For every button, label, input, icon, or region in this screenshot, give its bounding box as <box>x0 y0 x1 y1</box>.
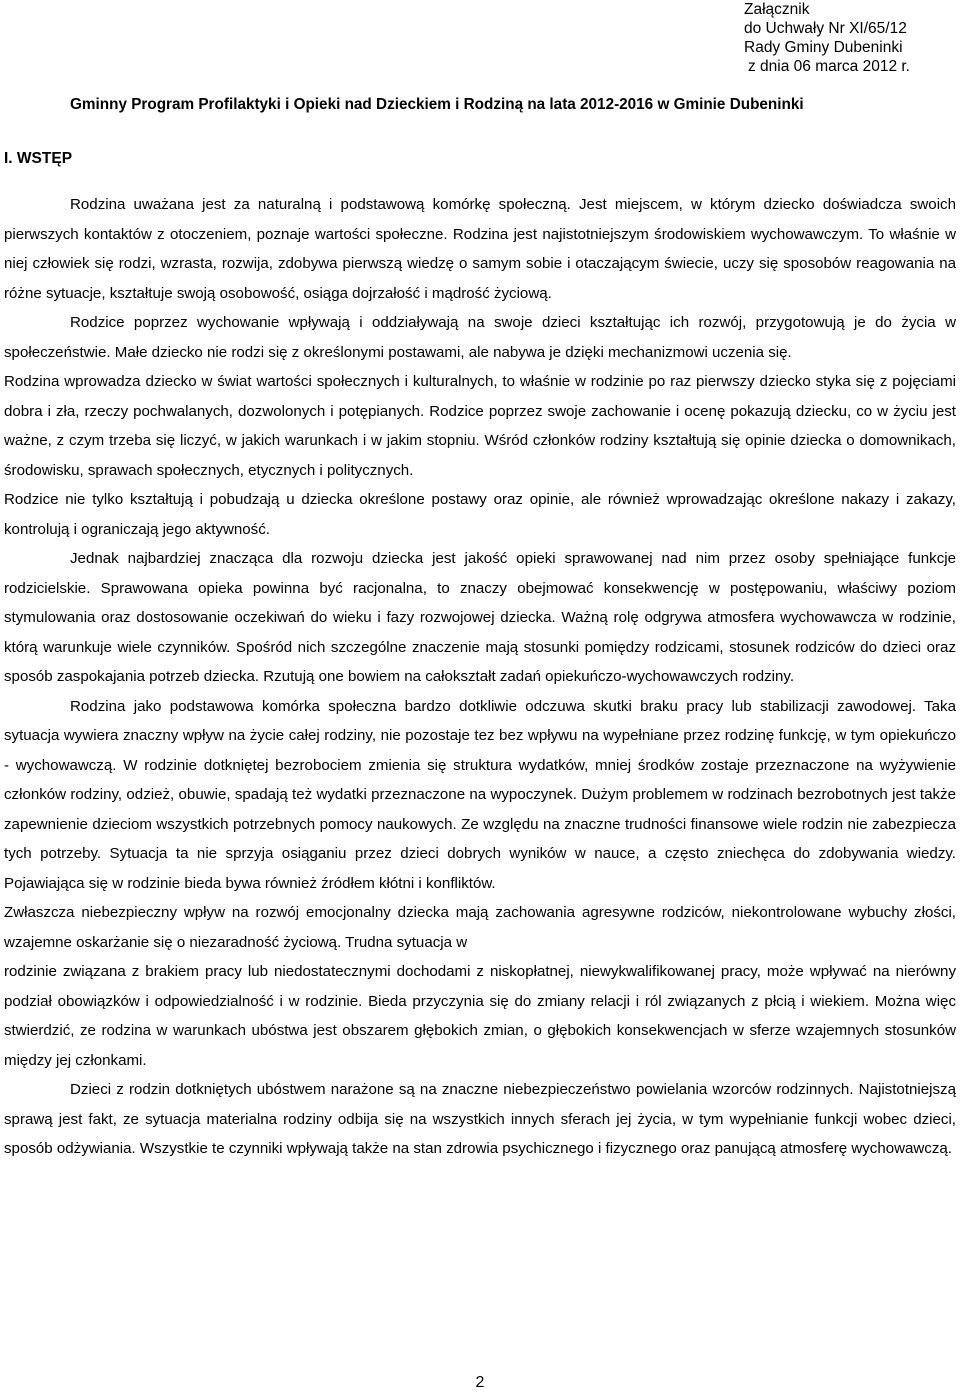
header-resolution-number: do Uchwały Nr XI/65/12 <box>744 20 907 37</box>
section-heading: I. WSTĘP <box>4 150 73 167</box>
paragraph-6: Rodzina jako podstawowa komórka społeczna bardzo dotkliwie odczuwa skutki braku pracy lub stabilizacji zawodowej. Taka sytuacja wywiera znaczny wpływ na życie całej rodziny, nie pozostaje tez bez wpływu na wypełniane przez rodzinę funkcję, w tym opiekuńczo - wychowawczą. W rodzinie dotkniętej bezrobociem zmienia się struktura wydatków, mniej środków zostaje przeznaczone na wyżywienie członków rodziny, odzież, obuwie, spadają też wydatki przeznaczone na wypoczynek. Dużym problemem w rodzinach bezrobotnych jest także zapewnienie dzieciom wszystkich potrzebnych pomocy naukowych. Ze względu na znaczne trudności finansowe wiele rodzin nie zabezpiecza tych potrzeby. Sytuacja ta nie sprzyja osiąganiu przez dzieci dobrych wyników w nauce, a często zniechęca do zdobywania wiedzy. Pojawiająca się w rodzinie bieda bywa również źródłem kłótni i konfliktów. <box>4 697 956 892</box>
header-attachment-label: Załącznik <box>744 1 810 18</box>
paragraph-7: Zwłaszcza niebezpieczny wpływ na rozwój emocjonalny dziecka mają zachowania agresywne rodziców, niekontrolowane wybuchy złości, wzajemne oskarżanie się o niezaradność życiową. Trudna sytuacja w <box>4 904 956 951</box>
paragraph-2: Rodzice poprzez wychowanie wpływają i oddziaływają na swoje dzieci kształtując ich rozwój, przygotowują je do życia w społeczeństwie. Małe dziecko nie rodzi się z określonymi postawami, ale nabywa je dzięki mechanizmowi uczenia się. <box>4 314 956 361</box>
paragraph-5: Jednak najbardziej znacząca dla rozwoju dziecka jest jakość opieki sprawowanej nad nim przez osoby spełniające funkcje rodzicielskie. Sprawowana opieka powinna być racjonalna, to znaczy obejmować konsekwencję w postępowaniu, właściwy poziom stymulowania oraz dostosowanie oczekiwań do wieku i fazy rozwojowej dziecka. Ważną rolę odgrywa atmosfera wychowawcza w rodzinie, którą warunkuje wiele czynników. Spośród nich szczególne znaczenie mają stosunki pomiędzy rodzicami, stosunek rodziców do dzieci oraz sposób zaspokajania potrzeb dziecka. Rzutują one bowiem na całokształt zadań opiekuńczo-wychowawczych rodziny. <box>4 550 956 685</box>
paragraph-4: Rodzice nie tylko kształtują i pobudzają u dziecka określone postawy oraz opinie, ale również wprowadzając określone nakazy i zakazy, kontrolują i ograniczają jego aktywność. <box>4 491 956 538</box>
paragraph-1: Rodzina uważana jest za naturalną i podstawową komórkę społeczną. Jest miejscem, w którym dziecko doświadcza swoich pierwszych kontaktów z otoczeniem, poznaje wartości społeczne. Rodzina jest najistotniejszym środowiskiem wychowawczym. To właśnie w niej człowiek się rodzi, wzrasta, rozwija, zdobywa pierwszą wiedzę o samym sobie i otaczającym świecie, uczy się sposobów reagowania na różne sytuacje, kształtuje swoją osobowość, osiąga dojrzałość i mądrość życiową. <box>4 196 956 302</box>
paragraph-8: rodzinie związana z brakiem pracy lub niedostatecznymi dochodami z niskopłatnej, niewykwalifikowanej pracy, może wpływać na nierówny podział obowiązków i odpowiedzialność i w rodzinie. Bieda przyczynia się do zmiany relacji i ról związanych z płcią i wiekiem. Można więc stwierdzić, ze rodzina w warunkach ubóstwa jest obszarem głębokich zmian, o głębokich konsekwencjach w sferze wzajemnych stosunków między jej członkami. <box>4 963 956 1069</box>
document-title: Gminny Program Profilaktyki i Opieki nad Dzieckiem i Rodziną na lata 2012-2016 w Gminie Dubeninki <box>70 96 804 113</box>
page-number: 2 <box>475 1374 485 1391</box>
header-date: z dnia 06 marca 2012 r. <box>748 58 910 75</box>
paragraph-3: Rodzina wprowadza dziecko w świat wartości społecznych i kulturalnych, to właśnie w rodzinie po raz pierwszy dziecko styka się z pojęciami dobra i zła, rzeczy pochwalanych, dozwolonych i potępianych. Rodzice poprzez swoje zachowanie i ocenę pokazują dziecku, co w życiu jest ważne, z czym trzeba się liczyć, w jakich warunkach i w jakim stopniu. Wśród członków rodziny kształtują się opinie dziecka o domownikach, środowisku, sprawach społecznych, etycznych i politycznych. <box>4 373 956 479</box>
resolution-header <box>744 0 910 76</box>
document-body <box>4 190 956 1164</box>
paragraph-9: Dzieci z rodzin dotkniętych ubóstwem narażone są na znaczne niebezpieczeństwo powielania wzorców rodzinnych. Najistotniejszą sprawą jest fakt, ze sytuacja materialna rodziny odbija się na wszystkich innych sferach jej życia, w tym wypełnianie funkcji wobec dzieci, sposób odżywiania. Wszystkie te czynniki wpływają także na stan zdrowia psychicznego i fizycznego oraz panującą atmosferę wychowawczą. <box>4 1081 956 1157</box>
header-council-name: Rady Gminy Dubeninki <box>744 39 903 56</box>
